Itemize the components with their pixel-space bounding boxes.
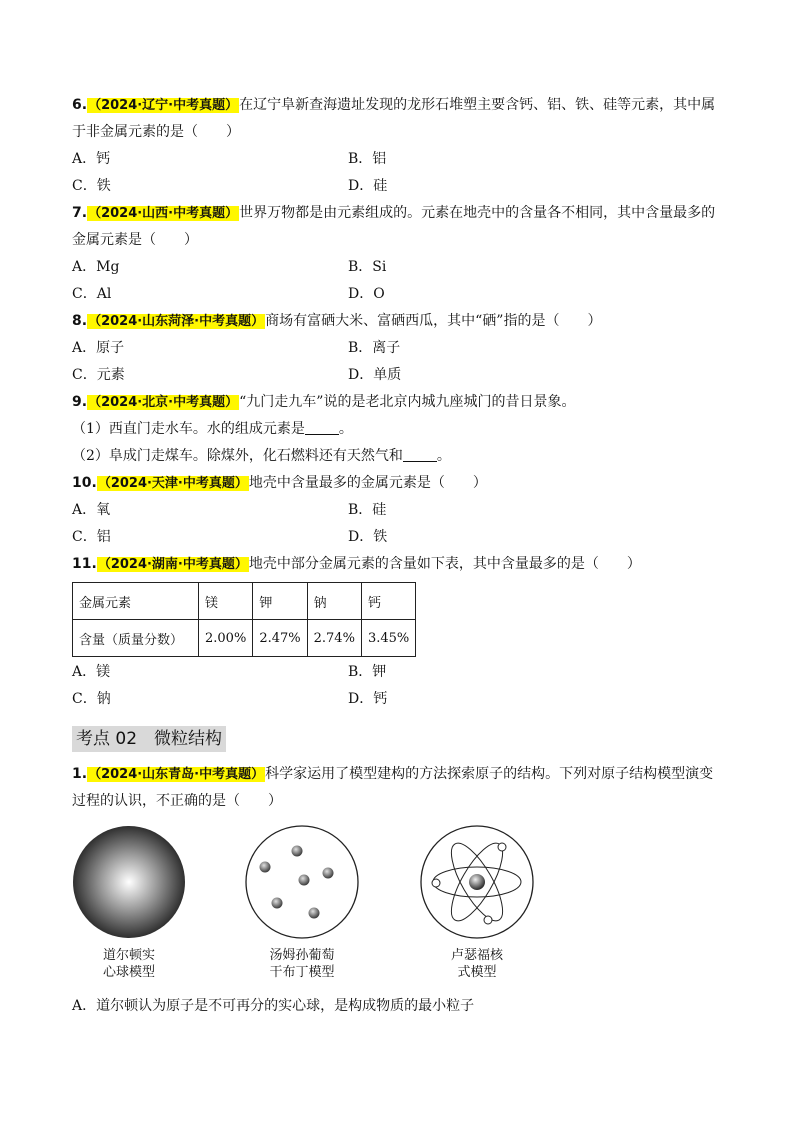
- nuclear-atom-icon: [418, 823, 536, 941]
- question-7: [72, 200, 722, 254]
- section2-question-1: [72, 761, 722, 815]
- option-b[interactable]: B．铝: [348, 151, 387, 167]
- section-title: 考点 02 微粒结构: [72, 726, 226, 752]
- option-b[interactable]: B．离子: [348, 340, 401, 356]
- question-source: （2024·北京·中考真题）: [88, 395, 239, 410]
- table-cell: 2.00%: [199, 620, 253, 657]
- thomson-model: [237, 823, 367, 981]
- table-cell: 金属元素: [73, 583, 199, 620]
- question-text: 在辽宁阜新查海遗址发现的龙形石堆塑主要含钙、铝、铁、硅等元素，其中属于非金属元素的是（ ）: [72, 97, 716, 140]
- options-row: [72, 281, 722, 308]
- option-c[interactable]: C．铁: [72, 178, 111, 194]
- caption-line: 心球模型: [102, 965, 155, 980]
- answer-blank[interactable]: [403, 447, 437, 462]
- options-row: [72, 254, 722, 281]
- option-c[interactable]: C．铝: [72, 529, 111, 545]
- caption-line: 汤姆孙葡萄: [269, 948, 335, 963]
- rutherford-model: [412, 823, 542, 981]
- element-content-table: [72, 582, 416, 657]
- question-8: [72, 308, 722, 335]
- option-a[interactable]: A．道尔顿认为原子是不可再分的实心球，是构成物质的最小粒子: [72, 998, 475, 1014]
- table-row: [73, 620, 416, 657]
- model-caption: [64, 947, 194, 981]
- options-row: [72, 993, 722, 1020]
- options-row: [72, 686, 722, 713]
- solid-sphere-icon: [70, 823, 188, 941]
- question-number: 7.: [72, 205, 88, 221]
- question-source: （2024·山西·中考真题）: [88, 206, 239, 221]
- options-row: [72, 524, 722, 551]
- question-11: [72, 551, 722, 578]
- question-text: 商场有富硒大米、富硒西瓜，其中“硒”指的是（ ）: [265, 313, 602, 329]
- question-text: 世界万物都是由元素组成的。元素在地壳中的含量各不相同，其中含量最多的金属元素是（ ）: [72, 205, 716, 248]
- option-d[interactable]: D．铁: [348, 529, 388, 545]
- options-row: [72, 497, 722, 524]
- question-source: （2024·湖南·中考真题）: [97, 557, 248, 572]
- question-source: （2024·山东菏泽·中考真题）: [88, 314, 265, 329]
- option-b[interactable]: B．钾: [348, 664, 387, 680]
- option-a[interactable]: A．镁: [72, 664, 111, 680]
- sub-question-text: （1）西直门走水车。水的组成元素是: [72, 421, 305, 437]
- exam-page: [72, 92, 722, 1020]
- caption-line: 卢瑟福核: [450, 948, 503, 963]
- question-6: [72, 92, 722, 146]
- caption-line: 干布丁模型: [269, 965, 335, 980]
- question-source: （2024·山东青岛·中考真题）: [88, 767, 265, 782]
- table-cell: 2.47%: [253, 620, 307, 657]
- option-a[interactable]: A．钙: [72, 151, 111, 167]
- caption-line: 式模型: [457, 965, 497, 980]
- question-text: 地壳中含量最多的金属元素是（ ）: [248, 475, 487, 491]
- table-cell: 钾: [253, 583, 307, 620]
- question-text: “九门走九车”说的是老北京内城九座城门的昔日景象。: [239, 394, 576, 410]
- option-b[interactable]: B．硅: [348, 502, 387, 518]
- sub-question-2: [72, 443, 722, 470]
- option-c[interactable]: C．钠: [72, 691, 111, 707]
- table-cell: 3.45%: [361, 620, 415, 657]
- question-number: 6.: [72, 97, 88, 113]
- option-d[interactable]: D．O: [348, 286, 385, 302]
- table-row: [73, 583, 416, 620]
- table-cell: 钠: [307, 583, 361, 620]
- question-number: 11.: [72, 556, 97, 572]
- options-row: [72, 362, 722, 389]
- question-number: 1.: [72, 766, 88, 782]
- option-a[interactable]: A．原子: [72, 340, 125, 356]
- question-number: 8.: [72, 313, 88, 329]
- sub-question-end: 。: [436, 448, 451, 464]
- question-text: 科学家运用了模型建构的方法探索原子的结构。下列对原子结构模型演变过程的认识，不正确的是（ ）: [72, 766, 714, 809]
- question-10: [72, 470, 722, 497]
- caption-line: 道尔顿实: [102, 948, 155, 963]
- options-row: [72, 659, 722, 686]
- atom-models-figure: [72, 823, 722, 993]
- options-row: [72, 173, 722, 200]
- table-cell: 含量（质量分数）: [73, 620, 199, 657]
- option-c[interactable]: C．元素: [72, 367, 125, 383]
- sub-question-1: [72, 416, 722, 443]
- options-row: [72, 146, 722, 173]
- model-caption: [237, 947, 367, 981]
- table-cell: 镁: [199, 583, 253, 620]
- option-d[interactable]: D．硅: [348, 178, 388, 194]
- question-source: （2024·辽宁·中考真题）: [88, 98, 239, 113]
- question-number: 10.: [72, 475, 97, 491]
- table-cell: 2.74%: [307, 620, 361, 657]
- model-caption: [412, 947, 542, 981]
- table-cell: 钙: [361, 583, 415, 620]
- question-source: （2024·天津·中考真题）: [97, 476, 248, 491]
- option-c[interactable]: C．Al: [72, 286, 112, 302]
- option-a[interactable]: A．氧: [72, 502, 111, 518]
- options-row: [72, 335, 722, 362]
- sub-question-text: （2）阜成门走煤车。除煤外，化石燃料还有天然气和: [72, 448, 403, 464]
- answer-blank[interactable]: [305, 420, 339, 435]
- option-b[interactable]: B．Si: [348, 259, 387, 275]
- question-number: 9.: [72, 394, 88, 410]
- plum-pudding-icon: [243, 823, 361, 941]
- dalton-model: [64, 823, 194, 981]
- option-a[interactable]: A．Mg: [72, 259, 120, 275]
- option-d[interactable]: D．单质: [348, 367, 402, 383]
- section-heading: [72, 725, 722, 753]
- option-d[interactable]: D．钙: [348, 691, 388, 707]
- question-9: [72, 389, 722, 416]
- sub-question-end: 。: [338, 421, 353, 437]
- question-text: 地壳中部分金属元素的含量如下表，其中含量最多的是（ ）: [248, 556, 641, 572]
